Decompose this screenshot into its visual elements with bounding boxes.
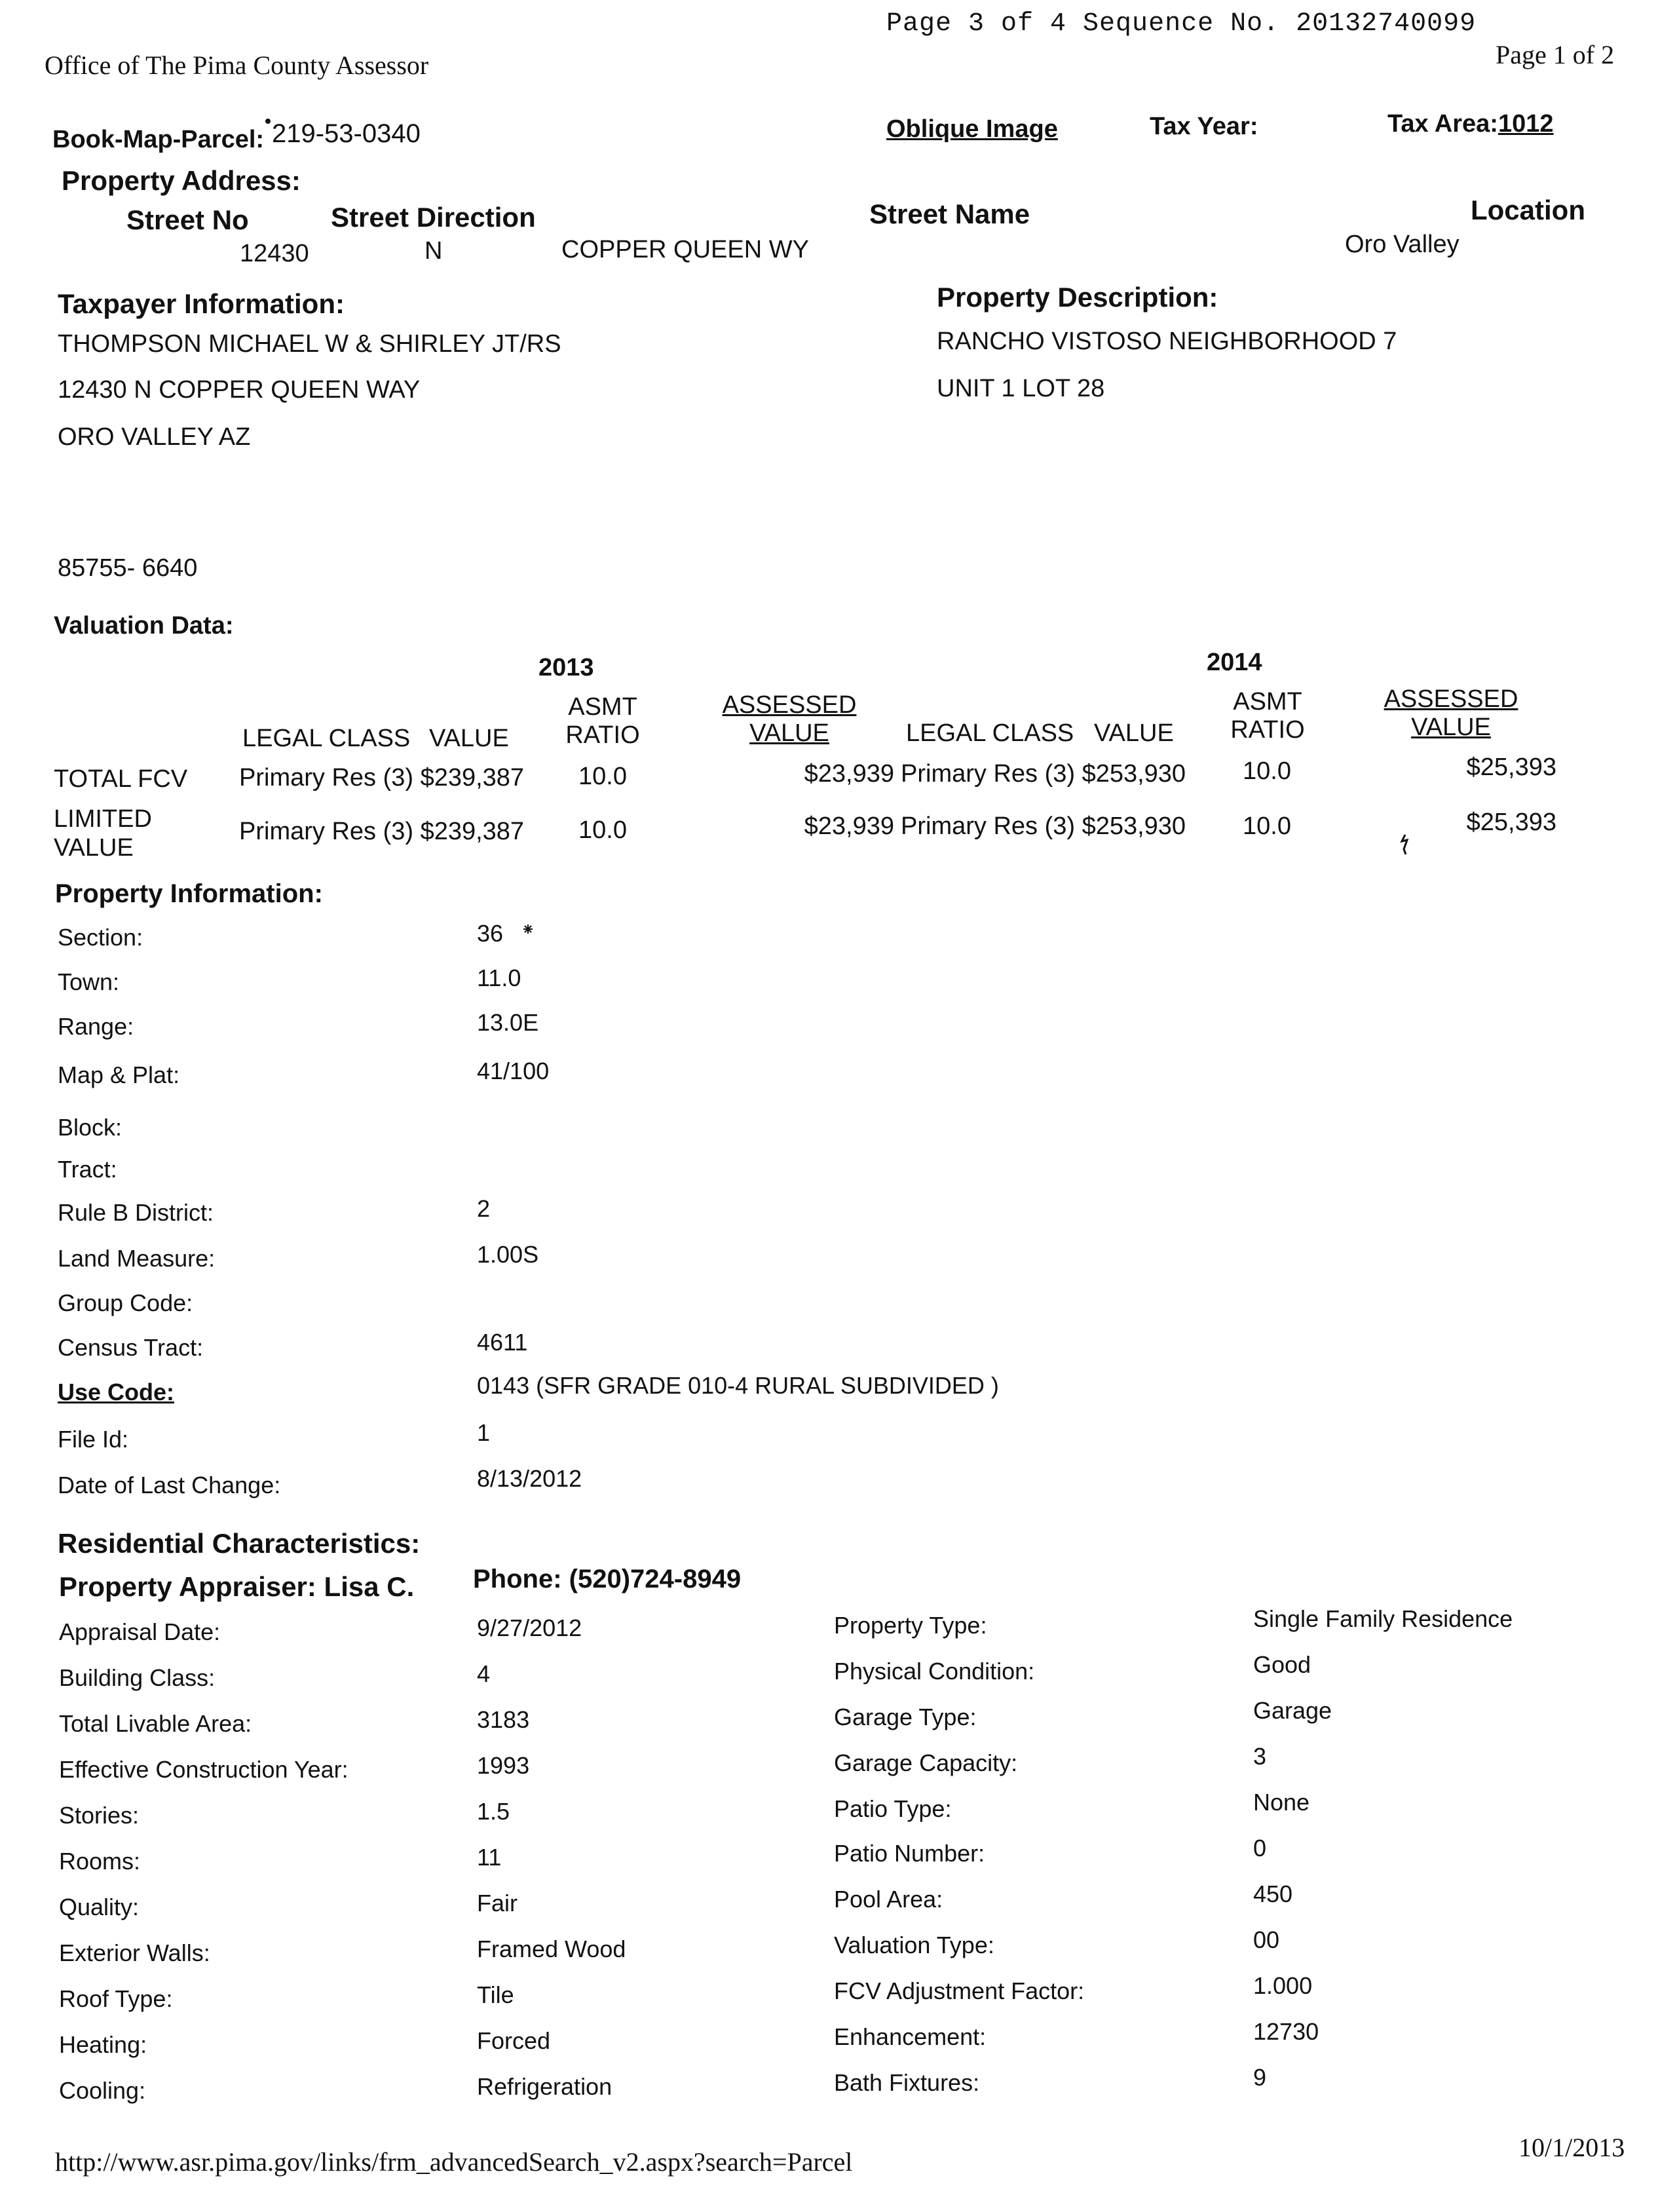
valuation-row-label-line: LIMITED [54, 805, 152, 833]
stories-value: 1.5 [477, 1798, 510, 1825]
assessed-value-header [1376, 685, 1526, 742]
valuation-year-2014: 2014 [1207, 649, 1262, 676]
pool-area-value: 450 [1253, 1880, 1293, 1907]
value-header-line: VALUE [749, 719, 829, 747]
valuation-row-label [54, 805, 152, 862]
location-value: Oro Valley [1345, 231, 1460, 258]
taxpayer-line: 12430 N COPPER QUEEN WAY [58, 376, 421, 404]
street-no-value: 12430 [240, 240, 309, 267]
use-code-value: 0143 (SFR GRADE 010-4 RURAL SUBDIVIDED ) [477, 1372, 999, 1399]
footer-url: http://www.asr.pima.gov/links/frm_advancedSearch_v2.aspx?search=Parcel [55, 2147, 853, 2177]
heating-label: Heating: [59, 2031, 147, 2058]
footer-date: 10/1/2013 [1518, 2133, 1625, 2162]
valuation-2013-ratio: 10.0 [578, 763, 627, 790]
valuation-data-heading: Valuation Data: [54, 612, 234, 639]
property-description-heading: Property Description: [937, 282, 1218, 313]
property-type-value: Single Family Residence [1253, 1605, 1513, 1632]
taxpayer-heading: Taxpayer Information: [58, 288, 345, 319]
range-label: Range: [58, 1013, 134, 1040]
effective-construction-year-value: 1993 [477, 1752, 530, 1779]
block-label: Block: [58, 1114, 122, 1141]
asmt-header-line: ASMT [568, 693, 637, 721]
section-label: Section: [58, 924, 143, 951]
office-title: Office of The Pima County Assessor [45, 50, 429, 80]
asterisk-mark-icon [523, 924, 533, 934]
street-direction-value: N [424, 237, 443, 265]
assessed-header-line: ASSESSED [722, 691, 857, 719]
garage-capacity-label: Garage Capacity: [834, 1749, 1018, 1776]
valuation-type-value: 00 [1253, 1926, 1280, 1953]
stories-label: Stories: [59, 1802, 140, 1829]
census-tract-value: 4611 [477, 1329, 528, 1356]
date-of-last-change-label: Date of Last Change: [58, 1472, 281, 1498]
building-class-label: Building Class: [59, 1664, 216, 1691]
range-value: 13.0E [477, 1009, 539, 1036]
property-information-heading: Property Information: [55, 879, 323, 908]
street-direction-header: Street Direction [331, 202, 536, 233]
valuation-2013-assessed: $23,939 [804, 812, 894, 840]
land-measure-label: Land Measure: [58, 1245, 216, 1272]
page-number: Page 1 of 2 [1496, 40, 1615, 69]
legal-class-header: LEGAL CLASS [242, 725, 411, 752]
book-map-parcel-value: 219-53-0340 [272, 119, 421, 148]
garage-type-label: Garage Type: [834, 1704, 977, 1730]
valuation-2014-class-value: Primary Res (3) $253,930 [901, 812, 1186, 840]
rooms-value: 11 [477, 1844, 502, 1871]
oblique-image-link[interactable]: Oblique Image [886, 115, 1058, 143]
use-code-link[interactable]: Use Code: [58, 1379, 175, 1405]
quality-value: Fair [477, 1890, 518, 1916]
valuation-row-label-line: VALUE [54, 834, 134, 862]
bath-fixtures-label: Bath Fixtures: [834, 2069, 980, 2096]
assessed-header-line: ASSESSED [1384, 685, 1518, 713]
valuation-2013-assessed: $23,939 [804, 760, 894, 788]
exterior-walls-label: Exterior Walls: [59, 1939, 210, 1966]
ratio-header-line: RATIO [1230, 716, 1305, 744]
bath-fixtures-value: 9 [1253, 2064, 1267, 2091]
valuation-2014-assessed: $25,393 [1466, 753, 1556, 781]
taxpayer-line: THOMPSON MICHAEL W & SHIRLEY JT/RS [58, 330, 561, 358]
garage-type-value: Garage [1253, 1697, 1332, 1724]
section-value: 36 [477, 920, 504, 947]
census-tract-label: Census Tract: [58, 1334, 204, 1361]
property-type-label: Property Type: [834, 1612, 987, 1639]
patio-number-value: 0 [1253, 1835, 1267, 1861]
valuation-2014-ratio: 10.0 [1243, 812, 1291, 840]
total-livable-area-value: 3183 [477, 1706, 530, 1733]
scan-dot-icon [263, 117, 273, 126]
garage-capacity-value: 3 [1253, 1743, 1267, 1770]
taxpayer-zip: 85755- 6640 [58, 554, 198, 582]
tax-area [1387, 110, 1554, 138]
street-name-value: COPPER QUEEN WY [561, 236, 809, 263]
roof-type-label: Roof Type: [59, 1985, 173, 2012]
valuation-2014-class-value: Primary Res (3) $253,930 [901, 760, 1186, 788]
property-appraiser: Property Appraiser: Lisa C. [59, 1571, 415, 1602]
tax-year-label: Tax Year: [1150, 113, 1258, 140]
date-of-last-change-value: 8/13/2012 [477, 1465, 582, 1492]
valuation-row-label: TOTAL FCV [54, 765, 188, 793]
taxpayer-line: ORO VALLEY AZ [58, 423, 251, 451]
appraiser-phone: Phone: (520)724-8949 [473, 1565, 742, 1593]
patio-type-value: None [1253, 1789, 1310, 1816]
land-measure-value: 1.00S [477, 1241, 539, 1268]
total-livable-area-label: Total Livable Area: [59, 1710, 252, 1737]
physical-condition-value: Good [1253, 1651, 1311, 1678]
tax-area-value[interactable]: 1012 [1498, 110, 1554, 138]
enhancement-value: 12730 [1253, 2018, 1319, 2045]
rule-b-district-label: Rule B District: [58, 1199, 214, 1226]
valuation-2014-ratio: 10.0 [1243, 757, 1291, 785]
map-plat-value: 41/100 [477, 1058, 550, 1084]
value-header-line: VALUE [1411, 714, 1491, 741]
physical-condition-label: Physical Condition: [834, 1658, 1035, 1685]
property-description-line: RANCHO VISTOSO NEIGHBORHOOD 7 [937, 328, 1397, 355]
property-address-heading: Property Address: [62, 165, 301, 196]
cooling-label: Cooling: [59, 2077, 146, 2104]
rooms-label: Rooms: [59, 1848, 141, 1875]
heating-value: Forced [477, 2027, 551, 2054]
valuation-2013-ratio: 10.0 [578, 816, 627, 844]
location-header: Location [1471, 195, 1585, 225]
patio-type-label: Patio Type: [834, 1795, 952, 1822]
valuation-year-2013: 2013 [538, 654, 594, 681]
quality-label: Quality: [59, 1894, 140, 1920]
appraisal-date-label: Appraisal Date: [59, 1618, 221, 1645]
valuation-2013-class-value: Primary Res (3) $239,387 [239, 764, 525, 791]
legal-class-header: LEGAL CLASS [906, 719, 1074, 747]
ratio-header-line: RATIO [565, 721, 640, 749]
appraisal-date-value: 9/27/2012 [477, 1614, 582, 1641]
asmt-ratio-header [550, 693, 655, 750]
fcv-adjustment-factor-value: 1.000 [1253, 1972, 1313, 1999]
tax-area-label: Tax Area: [1387, 110, 1498, 138]
exterior-walls-value: Framed Wood [477, 1936, 626, 1962]
asmt-header-line: ASMT [1233, 688, 1302, 715]
book-map-parcel-label: Book-Map-Parcel: [52, 126, 265, 153]
scan-mark-icon [1398, 833, 1412, 856]
tract-label: Tract: [58, 1156, 117, 1183]
group-code-label: Group Code: [58, 1289, 193, 1316]
property-description-line: UNIT 1 LOT 28 [937, 375, 1105, 402]
street-name-header: Street Name [869, 199, 1030, 229]
asmt-ratio-header [1215, 688, 1320, 744]
valuation-2013-class-value: Primary Res (3) $239,387 [239, 818, 525, 845]
file-id-value: 1 [477, 1419, 491, 1446]
file-id-label: File Id: [58, 1426, 129, 1453]
enhancement-label: Enhancement: [834, 2023, 987, 2050]
street-no-header: Street No [126, 204, 249, 235]
effective-construction-year-label: Effective Construction Year: [59, 1756, 349, 1783]
building-class-value: 4 [477, 1660, 491, 1687]
patio-number-label: Patio Number: [834, 1840, 985, 1867]
fcv-adjustment-factor-label: FCV Adjustment Factor: [834, 1977, 1085, 2004]
fax-header-line: Page 3 of 4 Sequence No. 20132740099 [886, 9, 1477, 39]
value-header: VALUE [429, 725, 509, 752]
value-header: VALUE [1094, 719, 1174, 747]
rule-b-district-value: 2 [477, 1195, 491, 1222]
residential-characteristics-heading: Residential Characteristics: [58, 1528, 421, 1559]
pool-area-label: Pool Area: [834, 1886, 943, 1913]
valuation-type-label: Valuation Type: [834, 1932, 994, 1958]
assessed-value-header [714, 691, 865, 748]
map-plat-label: Map & Plat: [58, 1061, 180, 1088]
cooling-value: Refrigeration [477, 2073, 612, 2100]
town-label: Town: [58, 968, 120, 995]
valuation-2014-assessed: $25,393 [1466, 809, 1556, 836]
roof-type-value: Tile [477, 1981, 514, 2008]
town-value: 11.0 [477, 964, 521, 991]
